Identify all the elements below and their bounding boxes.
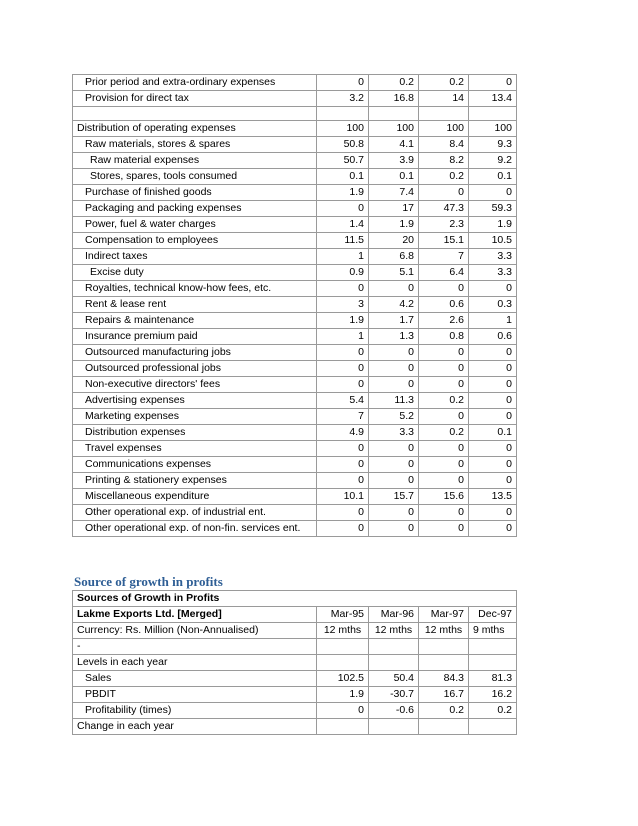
- value-cell: 0.9: [317, 265, 369, 281]
- table-row: [73, 75, 517, 91]
- table-row: [73, 153, 517, 169]
- value-cell: 6.8: [369, 249, 419, 265]
- row-label: Stores, spares, tools consumed: [73, 169, 317, 185]
- value-cell: 0: [419, 377, 469, 393]
- value-cell: 47.3: [419, 201, 469, 217]
- table-row: [73, 393, 517, 409]
- company-name: Lakme Exports Ltd. [Merged]: [73, 607, 317, 623]
- value-cell: 1.9: [469, 217, 517, 233]
- value-cell: 0: [369, 521, 419, 537]
- value-cell: 3.3: [369, 425, 419, 441]
- value-cell: 0: [419, 281, 469, 297]
- value-cell: 1.9: [317, 313, 369, 329]
- value-cell: 0: [317, 201, 369, 217]
- value-cell: 0: [369, 377, 419, 393]
- value-cell: 84.3: [419, 671, 469, 687]
- value-cell: 1: [317, 329, 369, 345]
- row-label: Purchase of finished goods: [73, 185, 317, 201]
- value-cell: 0: [369, 505, 419, 521]
- table-row: [73, 345, 517, 361]
- value-cell: 2.6: [419, 313, 469, 329]
- value-cell: 100: [469, 121, 517, 137]
- value-cell: 16.8: [369, 91, 419, 107]
- value-cell: 3.9: [369, 153, 419, 169]
- value-cell: 102.5: [317, 671, 369, 687]
- value-cell: 1.9: [317, 185, 369, 201]
- table-row: [73, 377, 517, 393]
- change-label: Change in each year: [73, 719, 317, 735]
- row-label: Sales: [73, 671, 317, 687]
- growth-title-row: [73, 591, 517, 607]
- value-cell: 0: [369, 345, 419, 361]
- value-cell: 0: [469, 377, 517, 393]
- row-label: Indirect taxes: [73, 249, 317, 265]
- table-row: [73, 91, 517, 107]
- value-cell: 0: [419, 457, 469, 473]
- value-cell: 0: [317, 473, 369, 489]
- value-cell: 15.6: [419, 489, 469, 505]
- table-row: [73, 329, 517, 345]
- value-cell: 0: [469, 473, 517, 489]
- row-label: Power, fuel & water charges: [73, 217, 317, 233]
- value-cell: 3.2: [317, 91, 369, 107]
- table-row: [73, 281, 517, 297]
- levels-header-row: [73, 655, 517, 671]
- period-header: Dec-97: [469, 607, 517, 623]
- value-cell: 0.2: [419, 75, 469, 91]
- table-row: [73, 233, 517, 249]
- value-cell: 9.2: [469, 153, 517, 169]
- table-row: [73, 489, 517, 505]
- value-cell: 0: [469, 521, 517, 537]
- value-cell: 0: [317, 457, 369, 473]
- table-row: [73, 521, 517, 537]
- row-label: Insurance premium paid: [73, 329, 317, 345]
- row-label: Communications expenses: [73, 457, 317, 473]
- value-cell: 5.1: [369, 265, 419, 281]
- value-cell: 0: [469, 281, 517, 297]
- row-label: Provision for direct tax: [73, 91, 317, 107]
- table-row: [73, 457, 517, 473]
- value-cell: 0: [419, 361, 469, 377]
- value-cell: 5.4: [317, 393, 369, 409]
- table-row: [73, 169, 517, 185]
- value-cell: 4.1: [369, 137, 419, 153]
- value-cell: 0: [317, 521, 369, 537]
- value-cell: 0.2: [419, 169, 469, 185]
- row-label: Profitability (times): [73, 703, 317, 719]
- value-cell: 0: [419, 409, 469, 425]
- value-cell: 7.4: [369, 185, 419, 201]
- value-cell: 81.3: [469, 671, 517, 687]
- value-cell: 15.1: [419, 233, 469, 249]
- value-cell: 100: [317, 121, 369, 137]
- value-cell: 14: [419, 91, 469, 107]
- dash-cell: -: [73, 639, 317, 655]
- value-cell: 0.1: [469, 169, 517, 185]
- value-cell: 0: [317, 361, 369, 377]
- value-cell: 0: [317, 505, 369, 521]
- row-label: Repairs & maintenance: [73, 313, 317, 329]
- value-cell: 11.5: [317, 233, 369, 249]
- value-cell: 0: [419, 473, 469, 489]
- value-cell: 0: [369, 473, 419, 489]
- value-cell: 20: [369, 233, 419, 249]
- row-label: Non-executive directors' fees: [73, 377, 317, 393]
- value-cell: 11.3: [369, 393, 419, 409]
- value-cell: 1: [317, 249, 369, 265]
- value-cell: -30.7: [369, 687, 419, 703]
- value-cell: -0.6: [369, 703, 419, 719]
- value-cell: 0.8: [419, 329, 469, 345]
- value-cell: 0.2: [419, 425, 469, 441]
- duration-header: 12 mths: [317, 623, 369, 639]
- value-cell: 1.9: [369, 217, 419, 233]
- growth-in-profits-table: [72, 590, 517, 735]
- value-cell: 13.5: [469, 489, 517, 505]
- value-cell: 0: [419, 345, 469, 361]
- value-cell: 100: [369, 121, 419, 137]
- value-cell: 0: [317, 441, 369, 457]
- value-cell: 7: [317, 409, 369, 425]
- row-label: Travel expenses: [73, 441, 317, 457]
- value-cell: 3.3: [469, 249, 517, 265]
- table-row: [73, 361, 517, 377]
- row-label: Other operational exp. of industrial ent.: [73, 505, 317, 521]
- value-cell: 0: [469, 393, 517, 409]
- row-label: Raw material expenses: [73, 153, 317, 169]
- table-row: [73, 473, 517, 489]
- value-cell: 16.7: [419, 687, 469, 703]
- value-cell: 0: [469, 457, 517, 473]
- value-cell: 0: [469, 75, 517, 91]
- row-label: Other operational exp. of non-fin. services ent.: [73, 521, 317, 537]
- value-cell: 10.5: [469, 233, 517, 249]
- row-label: Royalties, technical know-how fees, etc.: [73, 281, 317, 297]
- duration-header: 9 mths: [469, 623, 517, 639]
- value-cell: 0: [469, 505, 517, 521]
- value-cell: 0: [317, 345, 369, 361]
- value-cell: 0.2: [419, 703, 469, 719]
- row-label: Distribution of operating expenses: [73, 121, 317, 137]
- period-header: Mar-95: [317, 607, 369, 623]
- value-cell: 0: [419, 521, 469, 537]
- table-row: [73, 185, 517, 201]
- value-cell: 0: [469, 441, 517, 457]
- table-row: [73, 441, 517, 457]
- value-cell: 0: [317, 377, 369, 393]
- row-label: Distribution expenses: [73, 425, 317, 441]
- value-cell: 0.2: [369, 75, 419, 91]
- duration-header: 12 mths: [369, 623, 419, 639]
- value-cell: 1.3: [369, 329, 419, 345]
- period-header: Mar-97: [419, 607, 469, 623]
- table-row: [73, 217, 517, 233]
- value-cell: 0: [419, 441, 469, 457]
- table-row: [73, 409, 517, 425]
- value-cell: 0.2: [419, 393, 469, 409]
- table-row: [73, 121, 517, 137]
- company-row: [73, 607, 517, 623]
- value-cell: 1: [469, 313, 517, 329]
- value-cell: 9.3: [469, 137, 517, 153]
- value-cell: 1.4: [317, 217, 369, 233]
- value-cell: 0.2: [469, 703, 517, 719]
- dash-row: [73, 639, 517, 655]
- value-cell: 50.4: [369, 671, 419, 687]
- change-header-row: [73, 719, 517, 735]
- value-cell: 0: [419, 505, 469, 521]
- duration-header: 12 mths: [419, 623, 469, 639]
- value-cell: 2.3: [419, 217, 469, 233]
- operating-expenses-table: [72, 74, 517, 537]
- value-cell: 0.3: [469, 297, 517, 313]
- row-label: Rent & lease rent: [73, 297, 317, 313]
- value-cell: 4.2: [369, 297, 419, 313]
- levels-label: Levels in each year: [73, 655, 317, 671]
- currency-label: Currency: Rs. Million (Non-Annualised): [73, 623, 317, 639]
- table-row: [73, 137, 517, 153]
- table-row: [73, 425, 517, 441]
- row-label: Outsourced manufacturing jobs: [73, 345, 317, 361]
- table-row: [73, 297, 517, 313]
- value-cell: 0.6: [469, 329, 517, 345]
- value-cell: 0.1: [369, 169, 419, 185]
- value-cell: 8.4: [419, 137, 469, 153]
- value-cell: 0.6: [419, 297, 469, 313]
- table-row: [73, 249, 517, 265]
- spacer-row: [73, 107, 517, 121]
- value-cell: 50.8: [317, 137, 369, 153]
- value-cell: 3: [317, 297, 369, 313]
- value-cell: 7: [419, 249, 469, 265]
- value-cell: 8.2: [419, 153, 469, 169]
- value-cell: 0: [469, 361, 517, 377]
- table-row: [73, 265, 517, 281]
- value-cell: 6.4: [419, 265, 469, 281]
- value-cell: 100: [419, 121, 469, 137]
- section-title: Source of growth in profits: [74, 574, 223, 589]
- value-cell: 0: [317, 703, 369, 719]
- table-row: [73, 671, 517, 687]
- value-cell: 17: [369, 201, 419, 217]
- value-cell: 0: [419, 185, 469, 201]
- table-row: [73, 505, 517, 521]
- row-label: PBDIT: [73, 687, 317, 703]
- table-row: [73, 313, 517, 329]
- value-cell: 0: [369, 361, 419, 377]
- row-label: Packaging and packing expenses: [73, 201, 317, 217]
- value-cell: 0: [469, 409, 517, 425]
- value-cell: 0: [369, 457, 419, 473]
- value-cell: 1.7: [369, 313, 419, 329]
- value-cell: 15.7: [369, 489, 419, 505]
- value-cell: 3.3: [469, 265, 517, 281]
- value-cell: 50.7: [317, 153, 369, 169]
- table-row: [73, 703, 517, 719]
- value-cell: 5.2: [369, 409, 419, 425]
- value-cell: 16.2: [469, 687, 517, 703]
- period-header: Mar-96: [369, 607, 419, 623]
- value-cell: 0: [317, 281, 369, 297]
- value-cell: 0: [469, 345, 517, 361]
- row-label: Prior period and extra-ordinary expenses: [73, 75, 317, 91]
- value-cell: 0.1: [469, 425, 517, 441]
- row-label: Raw materials, stores & spares: [73, 137, 317, 153]
- row-label: Compensation to employees: [73, 233, 317, 249]
- row-label: Miscellaneous expenditure: [73, 489, 317, 505]
- value-cell: 4.9: [317, 425, 369, 441]
- value-cell: 0: [369, 441, 419, 457]
- currency-row: [73, 623, 517, 639]
- value-cell: 59.3: [469, 201, 517, 217]
- value-cell: 0: [317, 75, 369, 91]
- value-cell: 10.1: [317, 489, 369, 505]
- growth-table-title: Sources of Growth in Profits: [73, 591, 517, 607]
- value-cell: 0: [469, 185, 517, 201]
- row-label: Advertising expenses: [73, 393, 317, 409]
- value-cell: 0.1: [317, 169, 369, 185]
- table-row: [73, 201, 517, 217]
- row-label: Marketing expenses: [73, 409, 317, 425]
- value-cell: 0: [369, 281, 419, 297]
- row-label: Excise duty: [73, 265, 317, 281]
- table-row: [73, 687, 517, 703]
- value-cell: 13.4: [469, 91, 517, 107]
- value-cell: 1.9: [317, 687, 369, 703]
- row-label: Outsourced professional jobs: [73, 361, 317, 377]
- row-label: Printing & stationery expenses: [73, 473, 317, 489]
